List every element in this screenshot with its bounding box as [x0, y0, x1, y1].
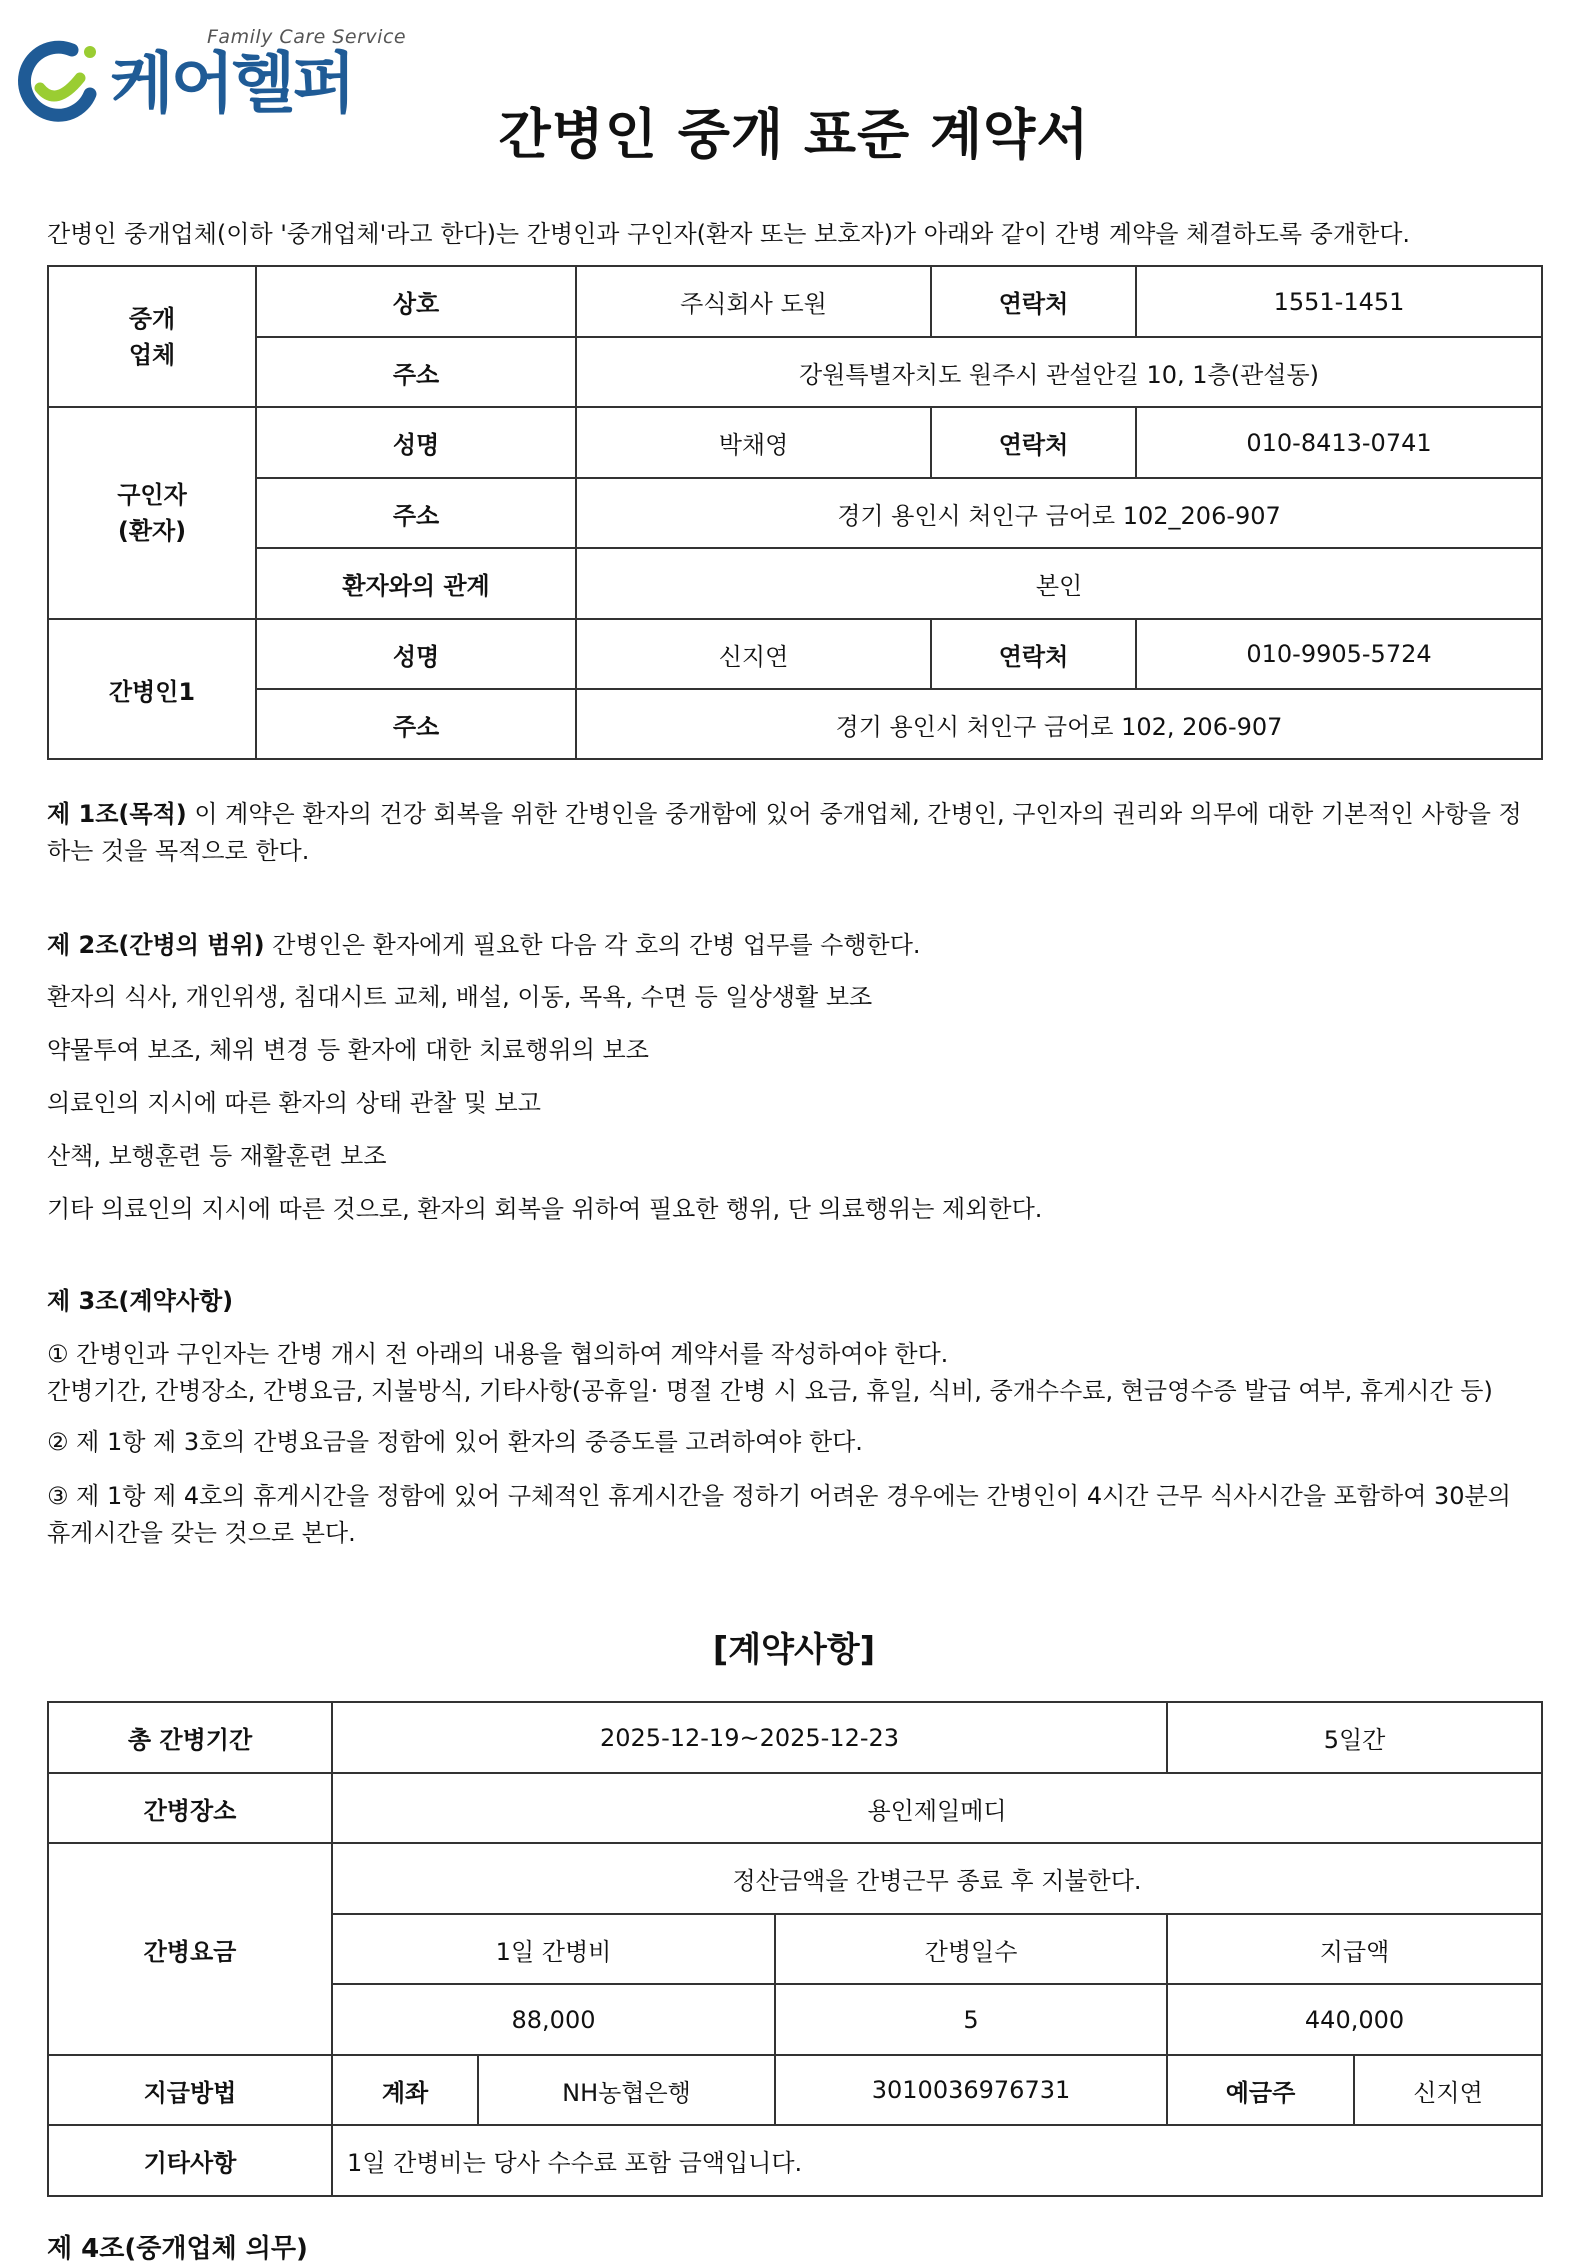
- client-address: 경기 용인시 처인구 금어로 102_206-907: [576, 478, 1542, 548]
- daily-fee-value: 88,000: [332, 1984, 775, 2055]
- broker-address: 강원특별자치도 원주시 관설안길 10, 1층(관설동): [576, 337, 1542, 407]
- etc-label: 기타사항: [48, 2125, 332, 2196]
- article-2-heading: 제 2조(간병의 범위): [47, 931, 265, 959]
- parties-table: [47, 265, 1543, 760]
- article-1-text: 이 계약은 환자의 건강 회복을 위한 간병인을 중개함에 있어 중개업체, 간병인, 구인자의 권리와 의무에 대한 기본적인 사항을 정하는 것을 목적으로 한다.: [47, 800, 1522, 865]
- broker-name: 주식회사 도원: [576, 266, 931, 337]
- caregiver-address: 경기 용인시 처인구 금어로 102, 206-907: [576, 689, 1542, 759]
- client-name: 박채영: [576, 407, 931, 478]
- article-2-item: 산책, 보행훈련 등 재활훈련 보조: [47, 1142, 387, 1170]
- broker-category: 중개 업체: [48, 266, 256, 407]
- client-contact-label: 연락처: [931, 407, 1136, 478]
- contract-table: [47, 1701, 1543, 2197]
- table-row: [48, 1843, 1542, 1914]
- amount-value: 440,000: [1167, 1984, 1542, 2055]
- broker-name-label: 상호: [256, 266, 576, 337]
- article-1-heading: 제 1조(목적): [47, 800, 187, 828]
- caregiver-name: 신지연: [576, 619, 931, 689]
- article-3-heading: 제 3조(계약사항): [47, 1287, 234, 1315]
- caregiver-contact-label: 연락처: [931, 619, 1136, 689]
- article-3-para-1: ① 간병인과 구인자는 간병 개시 전 아래의 내용을 협의하여 계약서를 작성하여야 한다. 간병기간, 간병장소, 간병요금, 지불방식, 기타사항(공휴일· 명절 간병 시 요금, 휴일, 식비, 중개수수료, 현금영수증 발급 여부, 휴게시간 등): [47, 1340, 1493, 1405]
- table-row: [48, 266, 1542, 337]
- caregiver-category: 간병인1: [48, 619, 256, 759]
- article-4-heading: 제 4조(중개업체 의무): [47, 2234, 308, 2264]
- table-row: [48, 478, 1542, 548]
- period-days: 5일간: [1167, 1702, 1542, 1773]
- broker-contact-label: 연락처: [931, 266, 1136, 337]
- intro-text: 간병인 중개업체(이하 '중개업체'라고 한다)는 간병인과 구인자(환자 또는 보호자)가 아래와 같이 간병 계약을 체결하도록 중개한다.: [47, 220, 1411, 248]
- fee-label: 간병요금: [48, 1843, 332, 2055]
- contract-section-title: [계약사항]: [712, 1630, 876, 1670]
- logo-tagline: Family Care Service: [207, 26, 407, 48]
- article-2-item: 환자의 식사, 개인위생, 침대시트 교체, 배설, 이동, 목욕, 수면 등 일상생활 보조: [47, 983, 873, 1011]
- payment-label: 지급방법: [48, 2055, 332, 2125]
- table-row: [48, 689, 1542, 759]
- fee-note: 정산금액을 간병근무 종료 후 지불한다.: [332, 1843, 1542, 1914]
- account-number: 3010036976731: [775, 2055, 1167, 2125]
- caregiver-name-label: 성명: [256, 619, 576, 689]
- client-address-label: 주소: [256, 478, 576, 548]
- client-relation: 본인: [576, 548, 1542, 619]
- place-value: 용인제일메디: [332, 1773, 1542, 1843]
- account-label: 계좌: [332, 2055, 478, 2125]
- broker-contact: 1551-1451: [1136, 266, 1542, 337]
- document-title: 간병인 중개 표준 계약서: [498, 103, 1090, 166]
- days-value: 5: [775, 1984, 1167, 2055]
- article-2-text: 간병인은 환자에게 필요한 다음 각 호의 간병 업무를 수행한다.: [264, 931, 921, 959]
- table-row: [48, 2125, 1542, 2196]
- article-2-item: 의료인의 지시에 따른 환자의 상태 관찰 및 보고: [47, 1089, 541, 1117]
- period-value: 2025-12-19~2025-12-23: [332, 1702, 1167, 1773]
- table-row: [48, 407, 1542, 478]
- article-2: [47, 927, 1541, 964]
- daily-fee-label: 1일 간병비: [332, 1914, 775, 1984]
- article-3-para-3: ③ 제 1항 제 4호의 휴게시간을 정함에 있어 구체적인 휴게시간을 정하기 어려운 경우에는 간병인이 4시간 근무 식사시간을 포함하여 30분의 휴게시간을 갖는 것으로 본다.: [47, 1482, 1511, 1547]
- days-label: 간병일수: [775, 1914, 1167, 1984]
- caregiver-address-label: 주소: [256, 689, 576, 759]
- table-row: [48, 1773, 1542, 1843]
- article-2-item: 기타 의료인의 지시에 따른 것으로, 환자의 회복을 위하여 필요한 행위, 단 의료행위는 제외한다.: [47, 1195, 1043, 1223]
- etc-value: 1일 간병비는 당사 수수료 포함 금액입니다.: [332, 2125, 1542, 2196]
- holder-label: 예금주: [1167, 2055, 1354, 2125]
- article-1: [47, 796, 1541, 870]
- bank-name: NH농협은행: [478, 2055, 775, 2125]
- client-relation-label: 환자와의 관계: [256, 548, 576, 619]
- client-contact: 010-8413-0741: [1136, 407, 1542, 478]
- table-row: [48, 619, 1542, 689]
- article-3-para-2: ② 제 1항 제 3호의 간병요금을 정함에 있어 환자의 중증도를 고려하여야 한다.: [47, 1428, 863, 1456]
- period-label: 총 간병기간: [48, 1702, 332, 1773]
- amount-label: 지급액: [1167, 1914, 1542, 1984]
- table-row: [48, 1702, 1542, 1773]
- client-name-label: 성명: [256, 407, 576, 478]
- logo-name: 케어헬퍼: [110, 45, 354, 122]
- table-row: [48, 2055, 1542, 2125]
- caregiver-contact: 010-9905-5724: [1136, 619, 1542, 689]
- broker-address-label: 주소: [256, 337, 576, 407]
- holder-name: 신지연: [1354, 2055, 1542, 2125]
- place-label: 간병장소: [48, 1773, 332, 1843]
- client-category: 구인자 (환자): [48, 407, 256, 619]
- table-row: [48, 337, 1542, 407]
- article-2-item: 약물투여 보조, 체위 변경 등 환자에 대한 치료행위의 보조: [47, 1036, 649, 1064]
- table-row: [48, 548, 1542, 619]
